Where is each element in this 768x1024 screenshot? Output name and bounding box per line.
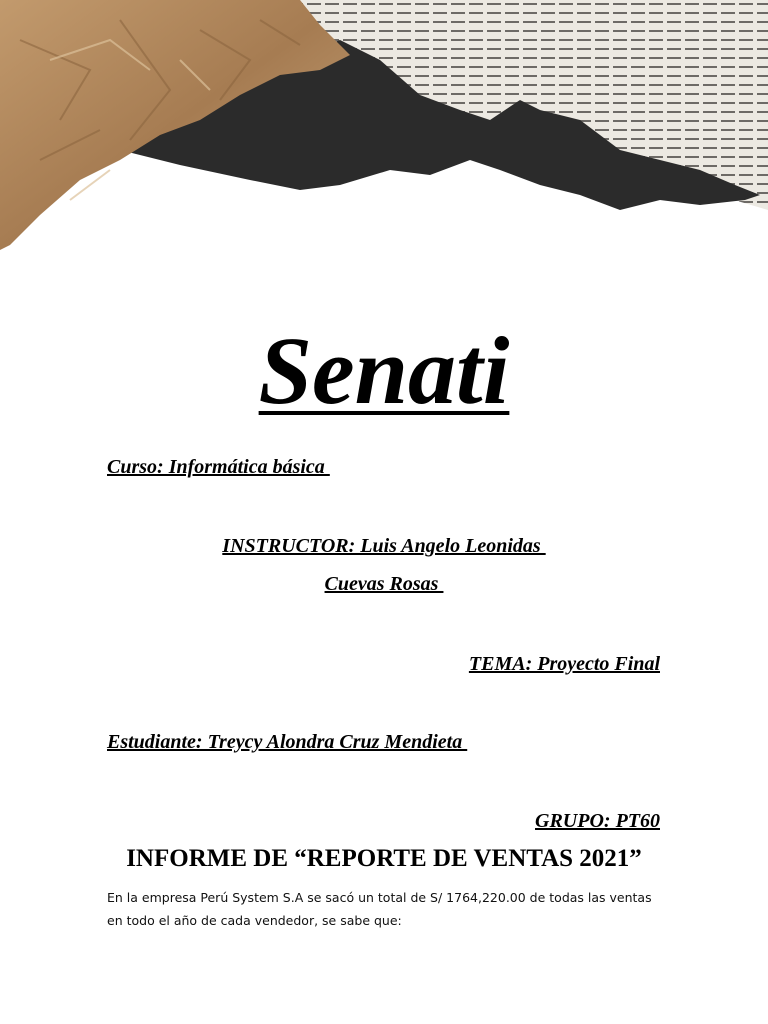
torn-paper-header-image bbox=[0, 0, 768, 260]
course-line: Curso: Informática básica bbox=[107, 456, 330, 478]
document-title: Senati bbox=[258, 317, 510, 424]
instructor-line-1: INSTRUCTOR: Luis Angelo Leonidas bbox=[222, 535, 546, 557]
report-title: INFORME DE “REPORTE DE VENTAS 2021” bbox=[126, 845, 642, 872]
group-line: GRUPO: PT60 bbox=[535, 810, 660, 832]
instructor-line-2: Cuevas Rosas bbox=[324, 573, 444, 595]
topic-line: TEMA: Proyecto Final bbox=[468, 653, 660, 675]
intro-paragraph: En la empresa Perú System S.A se sacó un total de S/ 1764,220.00 de todas las ventas en todo el año de cada vendedor, se sabe que: bbox=[107, 890, 652, 928]
student-line: Estudiante: Treycy Alondra Cruz Mendieta bbox=[107, 731, 468, 753]
